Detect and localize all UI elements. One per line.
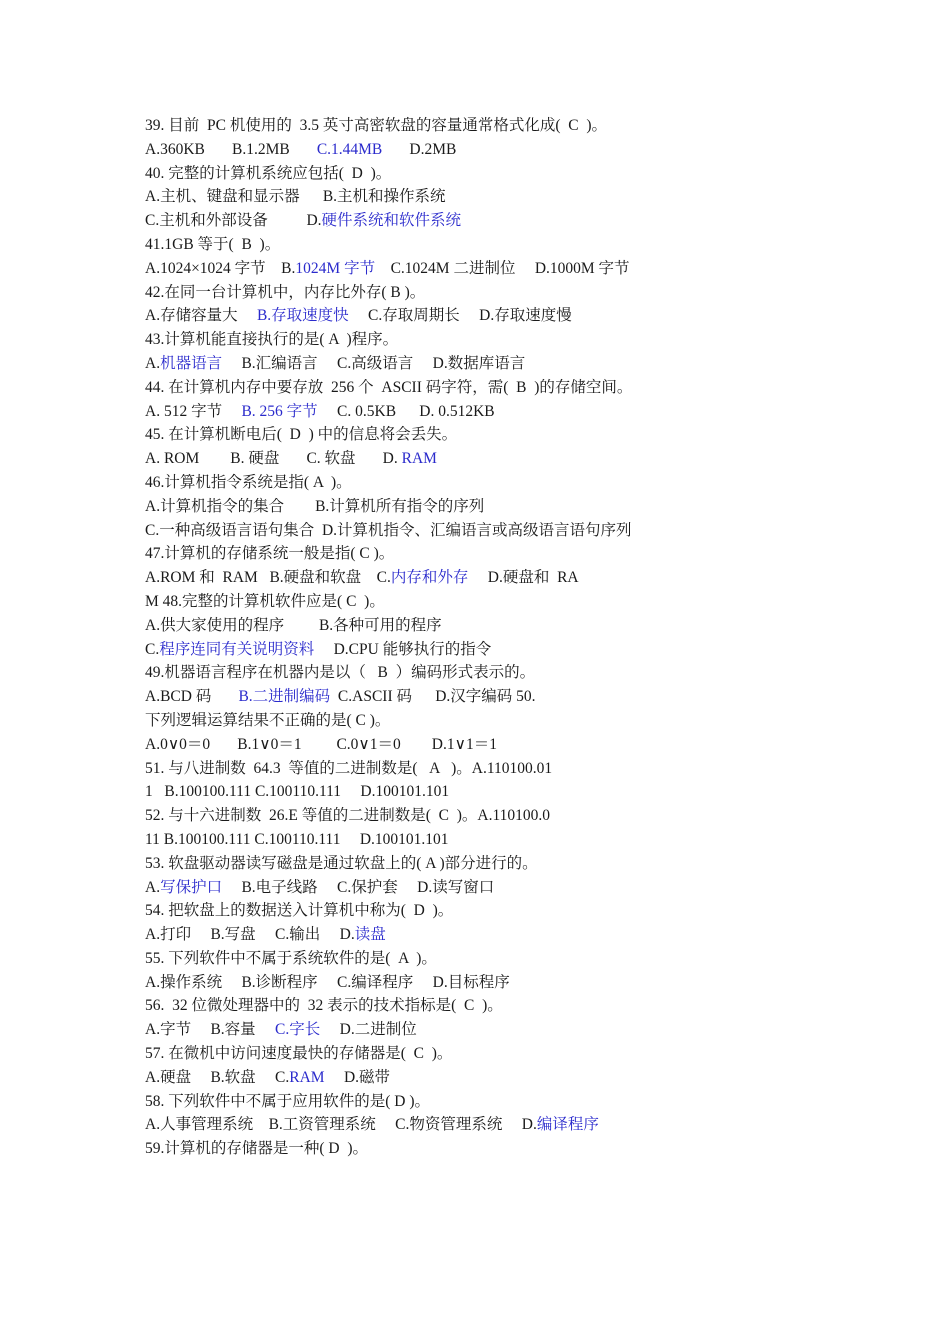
text-segment: 11 B.100100.111 C.100110.111 D.100101.101 [145,830,449,848]
text-line [145,1066,905,1090]
text-segment: 下列逻辑运算结果不正确的是( C )。 [145,711,391,729]
text-segment: A. [145,354,161,372]
text-segment: 45. 在计算机断电后( D ) 中的信息将会丢失。 [145,426,458,444]
text-line [145,257,905,281]
text-segment: 1 B.100100.111 C.100110.111 D.100101.101 [145,783,450,801]
text-line [145,304,905,328]
text-segment: D.磁带 [324,1068,391,1086]
text-segment: 53. 软盘驱动器读写磁盘是通过软盘上的( A )部分进行的。 [145,854,538,872]
text-line [145,947,905,971]
answer-highlight: B. 256 字节 [241,402,318,420]
text-line [145,1137,905,1161]
text-segment: M 48.完整的计算机软件应是( C )。 [145,592,385,610]
text-line [145,994,905,1018]
answer-highlight: RAM [289,1068,325,1086]
text-segment: B.电子线路 C.保护套 D.读写窗口 [222,878,495,896]
text-segment: A.BCD 码 [145,688,239,706]
text-line [145,852,905,876]
text-line [145,114,905,138]
text-segment: C.一种高级语言语句集合 D.计算机指令、汇编语言或高级语言语句序列 [145,521,632,539]
text-segment: A.0∨0＝0 B.1∨0＝1 C.0∨1＝0 D.1∨1＝1 [145,735,497,753]
text-segment: D.硬盘和 RA [468,569,579,587]
text-segment: B.汇编语言 C.高级语言 D.数据库语言 [222,354,526,372]
text-segment: 55. 下列软件中不属于系统软件的是( A )。 [145,949,437,967]
answer-highlight: 程序连同有关说明资料 [159,640,315,658]
text-segment: 54. 把软盘上的数据送入计算机中称为( D )。 [145,902,454,920]
text-segment: D.二进制位 [320,1021,417,1039]
text-line [145,447,905,471]
text-segment: 40. 完整的计算机系统应包括( D )。 [145,164,392,182]
text-line [145,638,905,662]
answer-highlight: 写保护口 [160,878,223,896]
text-segment: A. [145,878,161,896]
answer-highlight: 内存和外存 [390,569,469,587]
text-line [145,590,905,614]
text-segment: 52. 与十六进制数 26.E 等值的二进制数是( C )。A.110100.0 [145,807,550,825]
text-line [145,471,905,495]
text-line [145,328,905,352]
text-segment: 42.在同一台计算机中，内存比外存( B )。 [145,283,426,301]
text-line [145,376,905,400]
text-segment: A.打印 B.写盘 C.输出 D. [145,926,355,944]
text-segment: A.硬盘 B.软盘 C. [145,1068,290,1086]
answer-highlight: 1024M 字节 [295,259,376,277]
text-segment: C.主机和外部设备 D. [145,212,322,230]
text-segment: A.360KB B.1.2MB [145,140,317,158]
text-segment: 49.机器语言程序在机器内是以（ B ）编码形式表示的。 [145,664,536,682]
text-segment: A.字节 B.容量 [145,1021,276,1039]
text-line [145,804,905,828]
answer-highlight: RAM [401,450,437,468]
text-segment: 57. 在微机中访问速度最快的存储器是( C )。 [145,1045,453,1063]
text-segment: A.1024×1024 字节 B. [145,259,296,277]
text-line [145,876,905,900]
text-line [145,971,905,995]
text-segment: C. [145,640,160,658]
text-line [145,519,905,543]
text-line [145,423,905,447]
text-line [145,352,905,376]
text-segment: A.主机、键盘和显示器 B.主机和操作系统 [145,188,446,206]
text-line [145,828,905,852]
text-line [145,162,905,186]
text-line [145,281,905,305]
text-segment: A.ROM 和 RAM B.硬盘和软盘 C. [145,569,391,587]
answer-highlight: 硬件系统和软件系统 [321,212,462,230]
text-segment: 46.计算机指令系统是指( A )。 [145,473,352,491]
text-line [145,566,905,590]
text-line [145,757,905,781]
text-segment: C.1024M 二进制位 D.1000M 字节 [375,259,630,277]
text-segment: 51. 与八进制数 64.3 等值的二进制数是( A )。A.110100.01 [145,759,553,777]
text-segment: 43.计算机能直接执行的是( A )程序。 [145,331,399,349]
text-segment: C.ASCII 码 D.汉字编码 50. [330,688,536,706]
text-line [145,614,905,638]
answer-highlight: 读盘 [354,926,386,944]
answer-highlight: C.字长 [275,1021,321,1039]
text-line [145,709,905,733]
text-line [145,185,905,209]
text-line [145,233,905,257]
text-line [145,138,905,162]
document-body [145,114,905,1161]
answer-highlight: 机器语言 [160,354,223,372]
text-segment: D.CPU 能够执行的指令 [314,640,492,658]
text-segment: 41.1GB 等于( B )。 [145,235,281,253]
text-segment: C.存取周期长 D.存取速度慢 [348,307,572,325]
text-segment: A.操作系统 B.诊断程序 C.编译程序 D.目标程序 [145,973,510,991]
text-line [145,542,905,566]
answer-highlight: 编译程序 [536,1116,599,1134]
text-line [145,780,905,804]
text-line [145,209,905,233]
text-line [145,1042,905,1066]
text-segment: 56. 32 位微处理器中的 32 表示的技术指标是( C )。 [145,997,503,1015]
text-line [145,733,905,757]
text-segment: 58. 下列软件中不属于应用软件的是( D )。 [145,1092,431,1110]
text-line [145,400,905,424]
text-segment: A. ROM B. 硬盘 C. 软盘 D. [145,450,402,468]
text-segment: A.计算机指令的集合 B.计算机所有指令的序列 [145,497,485,515]
text-line [145,1090,905,1114]
text-line [145,495,905,519]
text-segment: 47.计算机的存储系统一般是指( C )。 [145,545,395,563]
text-segment: 44. 在计算机内存中要存放 256 个 ASCII 码字符，需( B )的存储空间。 [145,378,633,396]
text-segment: A.供大家使用的程序 B.各种可用的程序 [145,616,442,634]
answer-highlight: C.1.44MB [316,140,383,158]
text-segment: D.2MB [382,140,457,158]
text-line [145,661,905,685]
text-segment: 59.计算机的存储器是一种( D )。 [145,1140,369,1158]
answer-highlight: B.二进制编码 [238,688,331,706]
text-line [145,685,905,709]
text-segment: A. 512 字节 [145,402,242,420]
text-segment: C. 0.5KB D. 0.512KB [317,402,495,420]
text-segment: 39. 目前 PC 机使用的 3.5 英寸高密软盘的容量通常格式化成( C )。 [145,117,607,134]
answer-highlight: B.存取速度快 [256,307,349,325]
text-segment: A.存储容量大 [145,307,257,325]
text-line [145,1018,905,1042]
text-line [145,899,905,923]
text-line [145,923,905,947]
text-segment: A.人事管理系统 B.工资管理系统 C.物资管理系统 D. [145,1116,537,1134]
text-line [145,1113,905,1137]
